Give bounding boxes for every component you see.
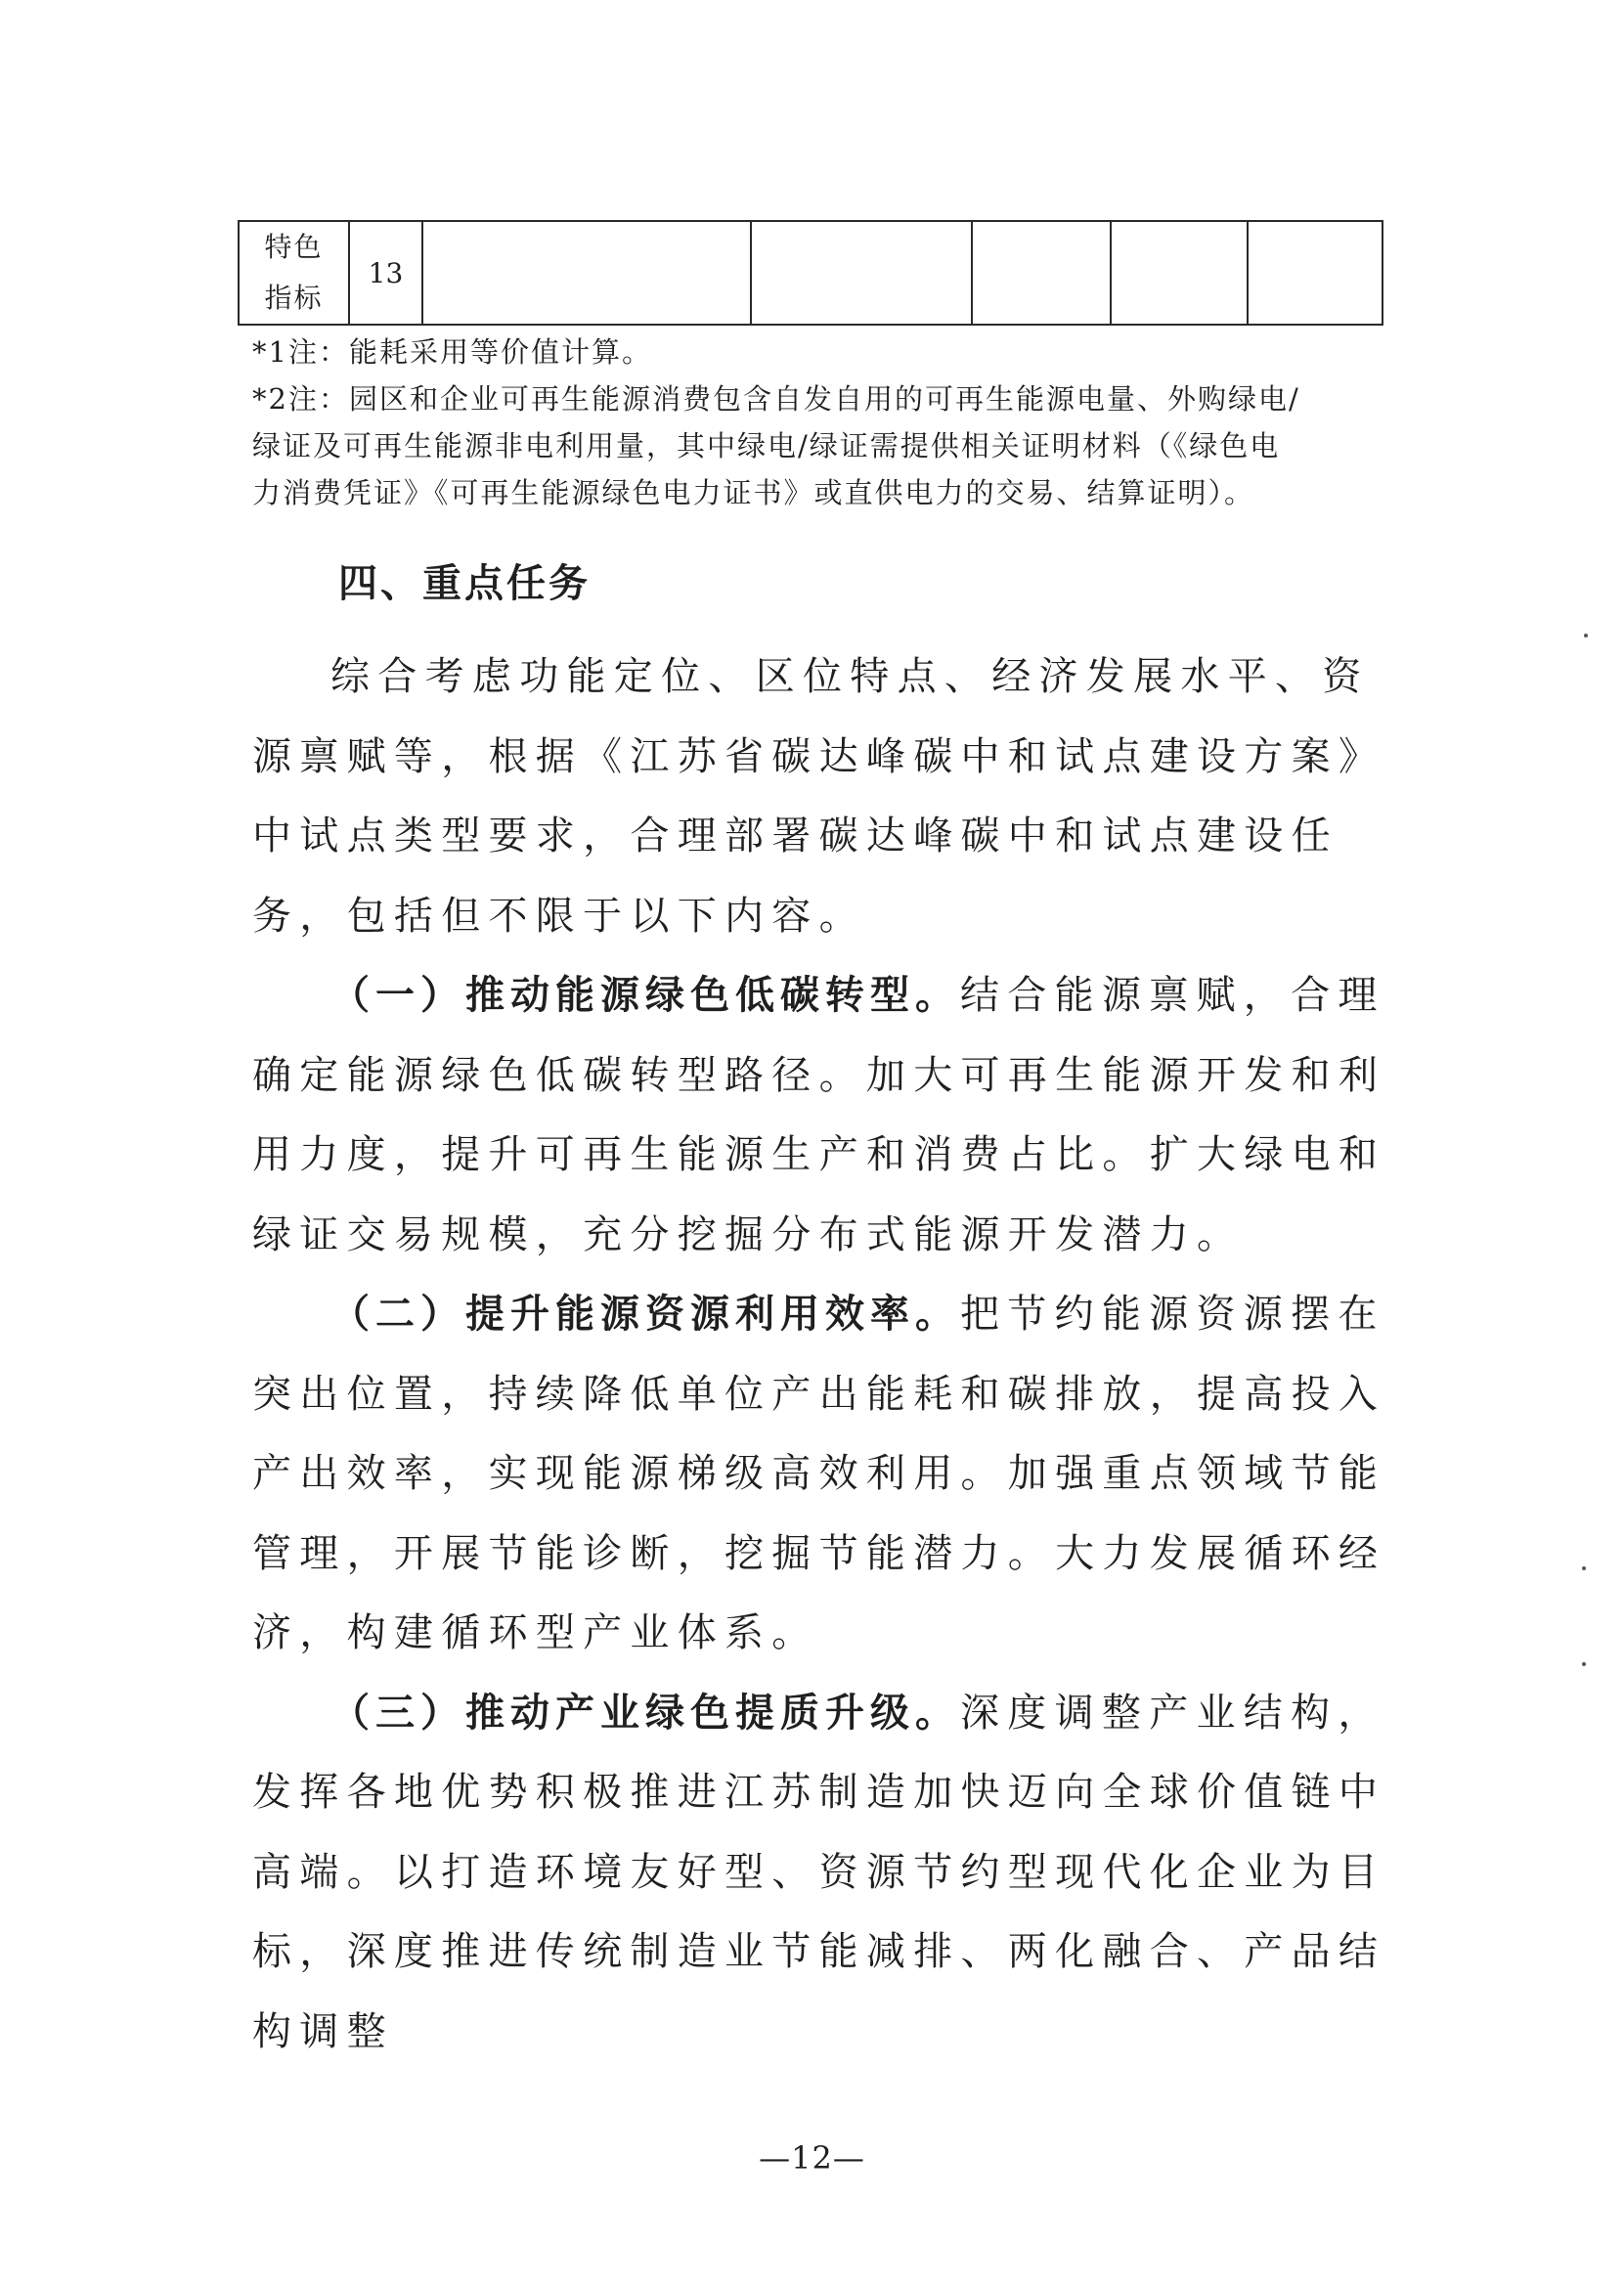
page-number: —12—: [759, 2139, 865, 2177]
table-cell-category: 特色 指标: [239, 221, 349, 325]
task-title-1: （一）推动能源绿色低碳转型。: [330, 973, 960, 1018]
task-title-2: （二）提升能源资源利用效率。: [330, 1292, 960, 1337]
table-row: [239, 221, 1383, 325]
section-body: [252, 638, 1386, 2072]
table-cell-row-number: 13: [349, 221, 422, 325]
table-cell-empty: [1248, 221, 1383, 325]
task-text-1: 结合能源禀赋，合理确定能源绿色低碳转型路径。加大可再生能源开发和利用力度，提升可再生能源生产和消费占比。扩大绿电和绿证交易规模，充分挖掘分布式能源开发潜力。: [252, 973, 1386, 1257]
note-1: *1注：能耗采用等价值计算。: [252, 335, 652, 369]
task-title-3: （三）推动产业绿色提质升级。: [330, 1690, 960, 1736]
task-paragraph-2: [252, 1275, 1386, 1674]
section-heading: 四、重点任务: [338, 561, 591, 606]
table-cell-empty: [972, 221, 1111, 325]
scan-speck: [1582, 1566, 1586, 1570]
table-notes: [252, 329, 1386, 516]
task-text-2: 把节约能源资源摆在突出位置，持续降低单位产出能耗和碳排放，提高投入产出效率，实现能源梯级高效利用。加强重点领域节能管理，开展节能诊断，挖掘节能潜力。大力发展循环经济，构建循环型产业体系。: [252, 1292, 1386, 1655]
task-text-3: 深度调整产业结构，发挥各地优势积极推进江苏制造加快迈向全球价值链中高端。以打造环境友好型、资源节约型现代化企业为目标，深度推进传统制造业节能减排、两化融合、产品结构调整: [252, 1690, 1386, 2054]
table-cell-empty: [751, 221, 972, 325]
intro-paragraph: 综合考虑功能定位、区位特点、经济发展水平、资源禀赋等，根据《江苏省碳达峰碳中和试点建设方案》中试点类型要求，合理部署碳达峰碳中和试点建设任务，包括但不限于以下内容。: [252, 654, 1386, 939]
task-paragraph-1: [252, 956, 1386, 1275]
indicator-table-fragment: [238, 220, 1383, 326]
table-cell-empty: [1111, 221, 1248, 325]
scan-speck: [1584, 634, 1588, 638]
note-2-line-3: 力消费凭证》《可再生能源绿色电力证书》或直供电力的交易、结算证明）。: [252, 476, 1255, 509]
table-cell-empty: [422, 221, 751, 325]
note-2-line-2: 绿证及可再生能源非电利用量，其中绿电/绿证需提供相关证明材料（《绿色电: [252, 429, 1281, 462]
note-2-line-1: *2注：园区和企业可再生能源消费包含自发自用的可再生能源电量、外购绿电/: [252, 382, 1300, 416]
task-paragraph-3: [252, 1674, 1386, 2073]
scan-speck: [1582, 1662, 1586, 1666]
